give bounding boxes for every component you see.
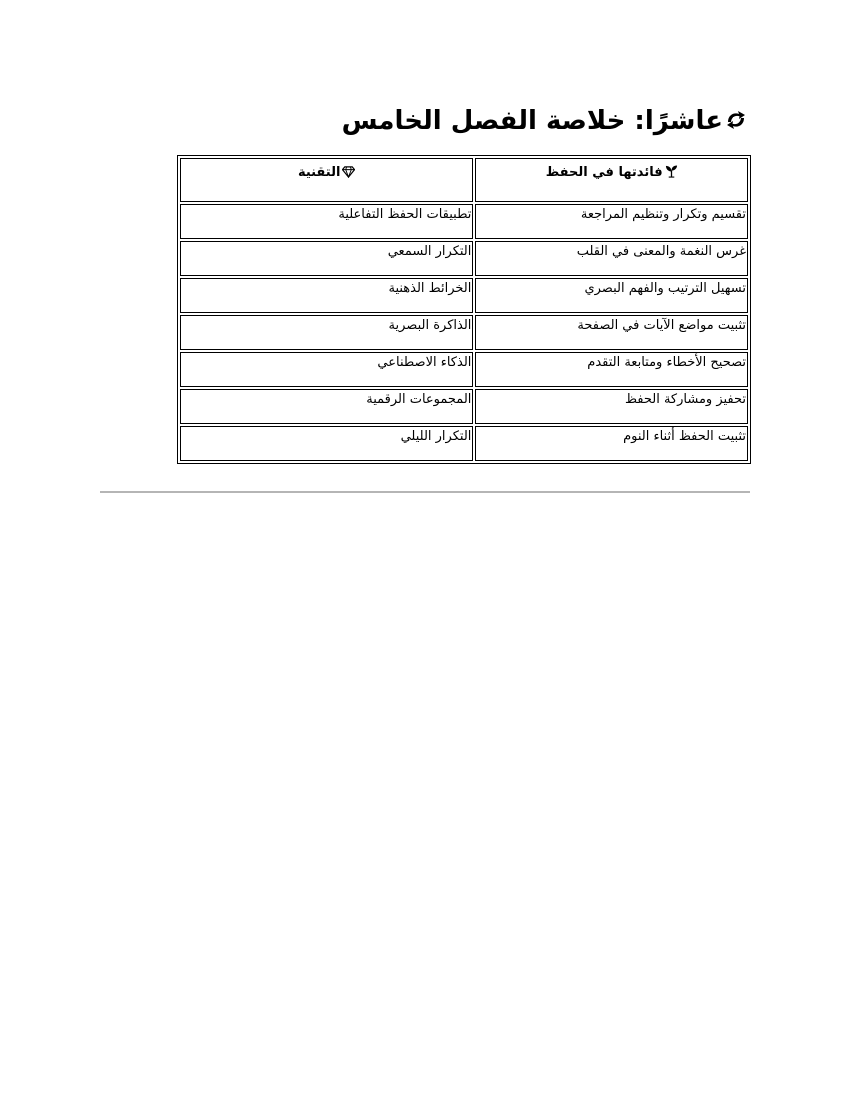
technique-cell: الذكاء الاصطناعي	[180, 352, 473, 387]
benefit-cell: تثبيت مواضع الآيات في الصفحة	[475, 315, 748, 350]
heading-text: عاشرًا: خلاصة الفصل الخامس	[341, 106, 723, 136]
technique-cell: الذاكرة البصرية	[180, 315, 473, 350]
benefit-cell: تحفيز ومشاركة الحفظ	[475, 389, 748, 424]
table-row	[180, 278, 748, 313]
benefit-cell: تسهيل الترتيب والفهم البصري	[475, 278, 748, 313]
technique-cell: المجموعات الرقمية	[180, 389, 473, 424]
benefit-cell: تثبيت الحفظ أثناء النوم	[475, 426, 748, 461]
table-row	[180, 241, 748, 276]
benefit-cell: تصحيح الأخطاء ومتابعة التقدم	[475, 352, 748, 387]
technique-cell: تطبيقات الحفظ التفاعلية	[180, 204, 473, 239]
header-benefit-label: فائدتها في الحفظ	[545, 165, 663, 180]
summary-table	[177, 155, 751, 464]
header-benefit	[475, 158, 748, 202]
table-row	[180, 352, 748, 387]
header-technique	[180, 158, 473, 202]
gem-icon	[342, 165, 355, 178]
benefit-cell: غرس النغمة والمعنى في القلب	[475, 241, 748, 276]
technique-cell: الخرائط الذهنية	[180, 278, 473, 313]
technique-cell: التكرار الليلي	[180, 426, 473, 461]
horizontal-divider	[100, 491, 750, 493]
table-row	[180, 389, 748, 424]
table-row	[180, 204, 748, 239]
seedling-icon	[665, 165, 678, 178]
table-row	[180, 315, 748, 350]
table-header-row	[180, 158, 748, 202]
table-row	[180, 426, 748, 461]
technique-cell: التكرار السمعي	[180, 241, 473, 276]
section-heading	[248, 101, 748, 141]
recycle-arrows-icon	[724, 108, 748, 132]
benefit-cell: تقسيم وتكرار وتنظيم المراجعة	[475, 204, 748, 239]
header-technique-label: التقنية	[297, 165, 341, 180]
